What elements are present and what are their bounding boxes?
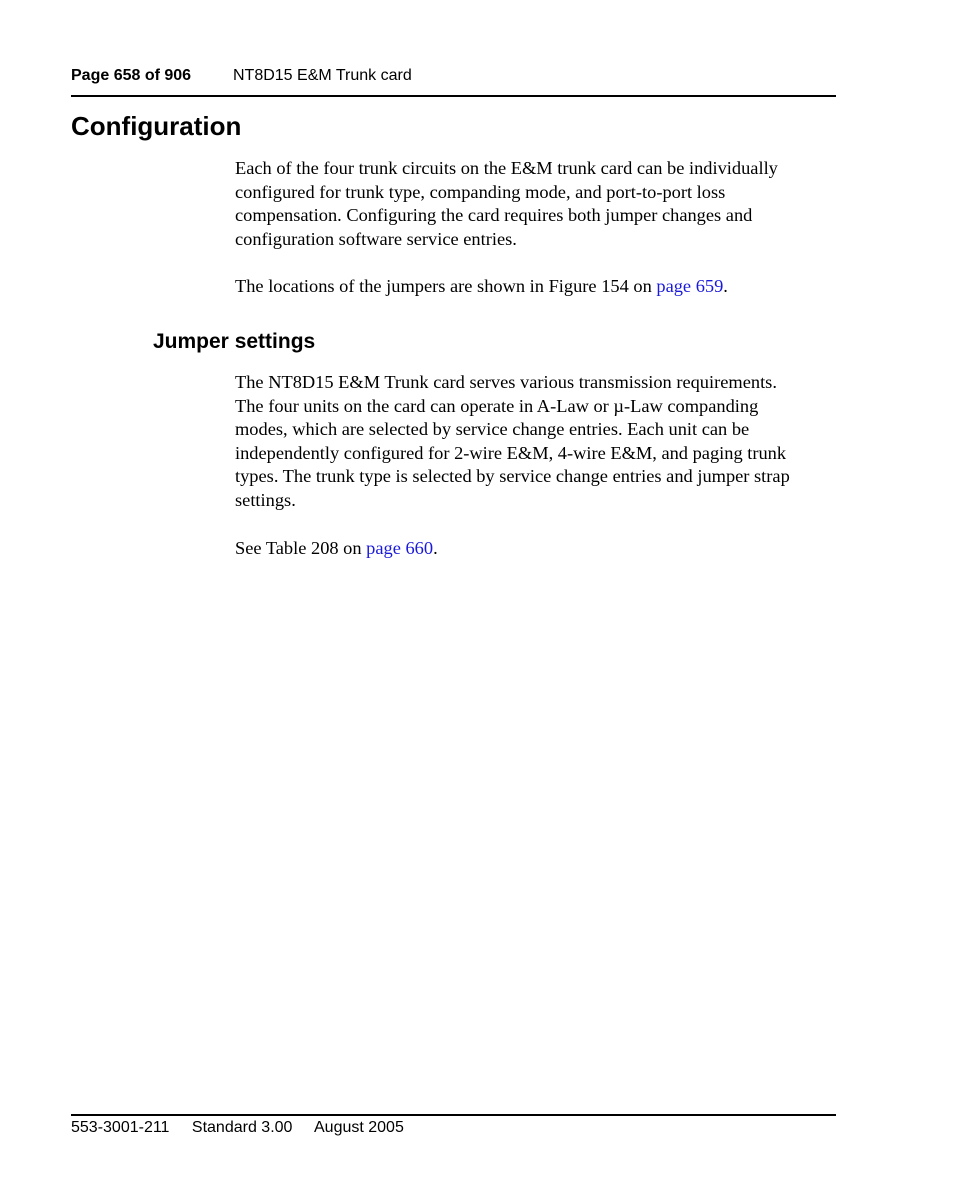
text-line (235, 537, 835, 561)
text-line: configured for trunk type, companding mode, and port-to-port loss (235, 181, 726, 202)
jumper-settings-paragraph (235, 371, 835, 513)
page-number: Page 658 of 906 (71, 67, 192, 84)
text-line: compensation. Configuring the card requires both jumper changes and (235, 205, 753, 226)
text-before-link: The locations of the jumpers are shown in Figure 154 on (235, 276, 657, 296)
publication-date: August 2005 (314, 1119, 404, 1136)
text-line: independently configured for 2-wire E&M, 4-wire E&M, and paging trunk (235, 442, 787, 463)
subsection-title-jumper-settings: Jumper settings (153, 330, 316, 353)
footer-divider (71, 1114, 836, 1116)
header-divider (71, 95, 836, 97)
text-line: The NT8D15 E&M Trunk card serves various transmission requirements. (235, 372, 777, 392)
section-title-configuration: Configuration (71, 111, 242, 141)
page-660-link[interactable]: page 660 (366, 538, 434, 558)
text-line: The four units on the card can operate in A-Law or µ-Law companding (235, 395, 759, 416)
page-footer (71, 1118, 422, 1138)
text-line: configuration software service entries. (235, 228, 517, 249)
text-after-link: . (723, 276, 728, 296)
text-line: settings. (235, 489, 296, 510)
text-before-link: See Table 208 on (235, 538, 367, 558)
text-line: modes, which are selected by service change entries. Each unit can be (235, 419, 750, 440)
document-number: 553-3001-211 (71, 1119, 170, 1136)
text-line (235, 275, 835, 299)
page-659-link[interactable]: page 659 (656, 276, 724, 296)
text-line: Each of the four trunk circuits on the E&M trunk card can be individually (235, 158, 778, 178)
table-reference-paragraph (235, 537, 835, 561)
text-line: types. The trunk type is selected by service change entries and jumper strap (235, 466, 790, 487)
document-title: NT8D15 E&M Trunk card (233, 67, 412, 84)
jumper-locations-paragraph (235, 275, 835, 299)
standard-version: Standard 3.00 (191, 1119, 293, 1136)
page-header (71, 66, 836, 86)
text-after-link: . (433, 538, 438, 558)
configuration-paragraph (235, 157, 835, 251)
